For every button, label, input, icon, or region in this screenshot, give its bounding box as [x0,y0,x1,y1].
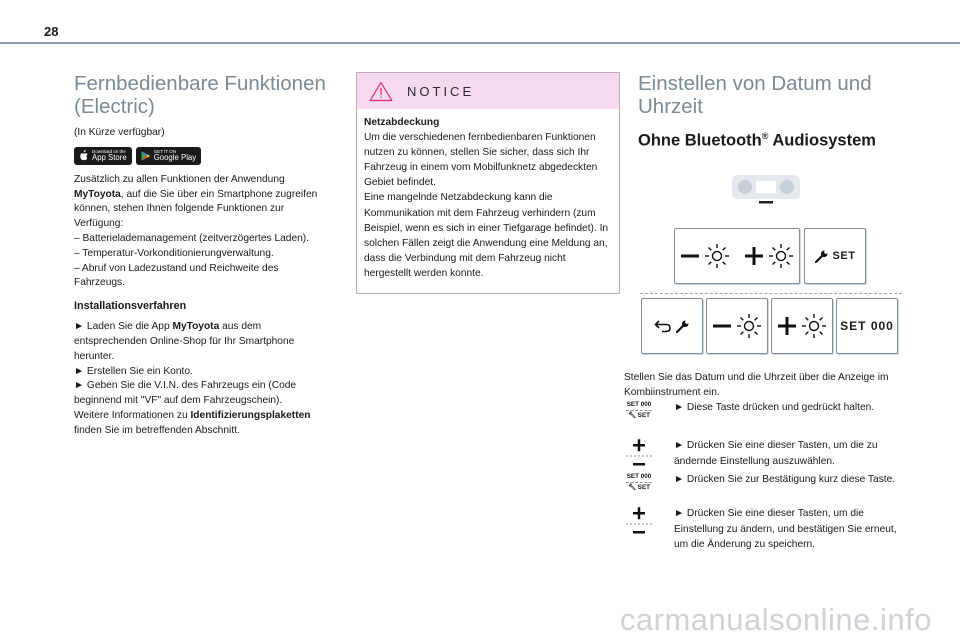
instruction-step-1 [624,400,906,438]
minus-icon [680,246,700,266]
more-text: Weitere Informationen zu [74,409,191,421]
title-line-1: Fernbedienbare Funktionen [74,72,326,95]
notice-header [357,73,619,109]
date-time-title [638,72,904,118]
plus-minus-mini-icon [624,506,654,545]
notice-body [357,109,619,287]
google-play-small-text: GET IT ON [153,149,177,155]
wrench-icon [815,249,829,263]
procedure-step-1 [74,320,328,364]
wrench-icon [676,319,690,333]
instrument-cluster-illustration [638,170,904,365]
google-play-badge[interactable] [136,147,201,165]
left-column [74,72,328,439]
notice-text-1: Um die verschiedenen fernbedienbaren Funktionen nutzen zu können, stellen Sie sicher, dass sich Ihr Fahrzeug in einem vom Mobilfunknetz abgedeckten Gebiet befindet. [364,132,598,189]
page-number: 28 [44,24,59,39]
mini-set-label: SET [637,412,650,420]
procedure-heading: Installationsverfahren [74,300,187,313]
app-store-badge[interactable] [74,147,132,165]
more-text-end: finden Sie im betreffenden Abschnitt. [74,424,240,436]
right-column [638,72,904,151]
brightness-icon [801,313,827,339]
brightness-icon [768,243,794,269]
brightness-adjust-key[interactable] [674,228,800,284]
availability-note: (In Kürze verfügbar) [74,127,165,138]
set-keys-mini-icon [624,401,654,419]
instruction-step-2 [624,438,906,472]
brightness-icon [736,313,762,339]
title-line-2: (Electric) [74,95,155,118]
date-time-instructions [624,370,906,552]
title-line-2: Uhrzeit [638,95,703,118]
step-text: ► Laden Sie die App [74,321,173,333]
step-text: ► Diese Taste drücken und gedrückt halten. [674,402,875,414]
instructions-intro: Stellen Sie das Datum und die Uhrzeit über die Anzeige im Kombiinstrument ein. [624,372,889,399]
intro-text: Zusätzlich zu allen Funktionen der Anwendung [74,173,285,185]
set-000-key-label: SET 000 [840,319,894,333]
audio-system-heading [638,131,904,151]
intro-paragraph [74,173,328,232]
set-key[interactable] [804,228,866,284]
mini-set-label: SET [626,401,639,409]
list-item: – Temperatur-Vorkonditionierungverwaltung. [74,247,274,259]
step-text: ► Drücken Sie zur Bestätigung kurz diese Taste. [674,474,896,486]
set-000-key[interactable] [836,298,898,354]
mini-wrench-set: 🔧︎ SET [628,484,650,492]
procedure-steps [74,320,328,438]
step-text: ► Drücken Sie eine dieser Tasten, um die zu ändernde Einstellung auszuwählen. [674,440,878,467]
app-store-small-text: Download on the [92,149,126,155]
intro-text-end: , auf die Sie über ein Smartphone zugreifen können, stehen Ihnen folgende Funktionen zur Verfügung: [74,188,318,230]
function-list [74,232,328,291]
brightness-icon [704,243,730,269]
heading-text-end: Audiosystem [768,131,876,150]
registered-mark: ® [761,131,769,141]
apple-icon [79,150,88,161]
procedure-step-3: ► Geben Sie die V.I.N. des Fahrzeugs ein (Code beginnend mit "VF" auf dem Fahrzeugschein). [74,380,297,407]
mini-wrench-set: 🔧︎ SET [628,412,650,420]
plus-icon [777,316,797,336]
google-play-icon [141,151,150,161]
intro-app-name: MyToyota [74,188,121,200]
notice-text-2: Eine mangelnde Netzabdeckung kann die Kommunikation mit dem Fahrzeug verhindern (zum Beispiel, wenn es sich in einer Tiefgarage befindet). In solchen Fällen zeigt die Anwendung eine Meldung an, dass die Verbindung mit dem Fahrzeug nicht hergestellt werden konnte. [364,192,609,279]
minus-icon [712,316,732,336]
mini-zeros-label: 000 [640,473,652,481]
brightness-up-key[interactable] [771,298,833,354]
set-keys-mini-icon [624,473,654,491]
back-settings-key[interactable] [641,298,703,354]
instruction-step-3 [624,472,906,506]
store-badges [74,147,328,165]
set-key-label: SET [832,250,856,262]
dashboard-icon [728,173,804,205]
notice-title: NOTICE [407,83,475,99]
list-item: – Abruf von Ladezustand und Reichweite des Fahrzeugs. [74,262,279,289]
mini-set-label: SET [637,484,650,492]
notice-subtitle: Netzabdeckung [364,117,440,128]
notice-box [356,72,620,294]
plus-icon [744,246,764,266]
list-item: – Batterielademanagement (zeitverzögertes Laden). [74,232,310,244]
dashed-separator [640,293,902,294]
mini-zeros-label: 000 [640,401,652,409]
header-rule [0,42,960,44]
heading-text: Ohne Bluetooth [638,131,762,150]
mini-set-label: SET [626,473,639,481]
app-store-big-text: App Store [92,153,127,163]
mini-set-000 [624,473,654,480]
back-arrow-icon [654,319,672,333]
instruction-step-4 [624,506,906,552]
mini-dashed-line [626,482,652,483]
mini-dashed-line [626,410,652,411]
more-link-term: Identifizierungsplaketten [190,409,311,421]
watermark: carmanualsonline.info [619,602,932,637]
step-app-name: MyToyota [172,321,220,333]
brightness-down-key[interactable] [706,298,768,354]
step-text-end: aus dem entsprechenden Online-Shop für Ihr Smartphone herunter. [74,321,295,362]
warning-icon [369,81,393,102]
procedure-step-2: ► Erstellen Sie ein Konto. [74,365,193,377]
step-text: ► Drücken Sie eine dieser Tasten, um die Einstellung zu ändern, und bestätigen Sie erneut, um die Änderung zu speichern. [674,508,897,550]
more-info [74,409,328,439]
mini-set-000 [624,401,654,408]
remote-functions-title [74,72,328,118]
google-play-big-text: Google Play [153,153,197,163]
title-line-1: Einstellen von Datum und [638,72,872,95]
